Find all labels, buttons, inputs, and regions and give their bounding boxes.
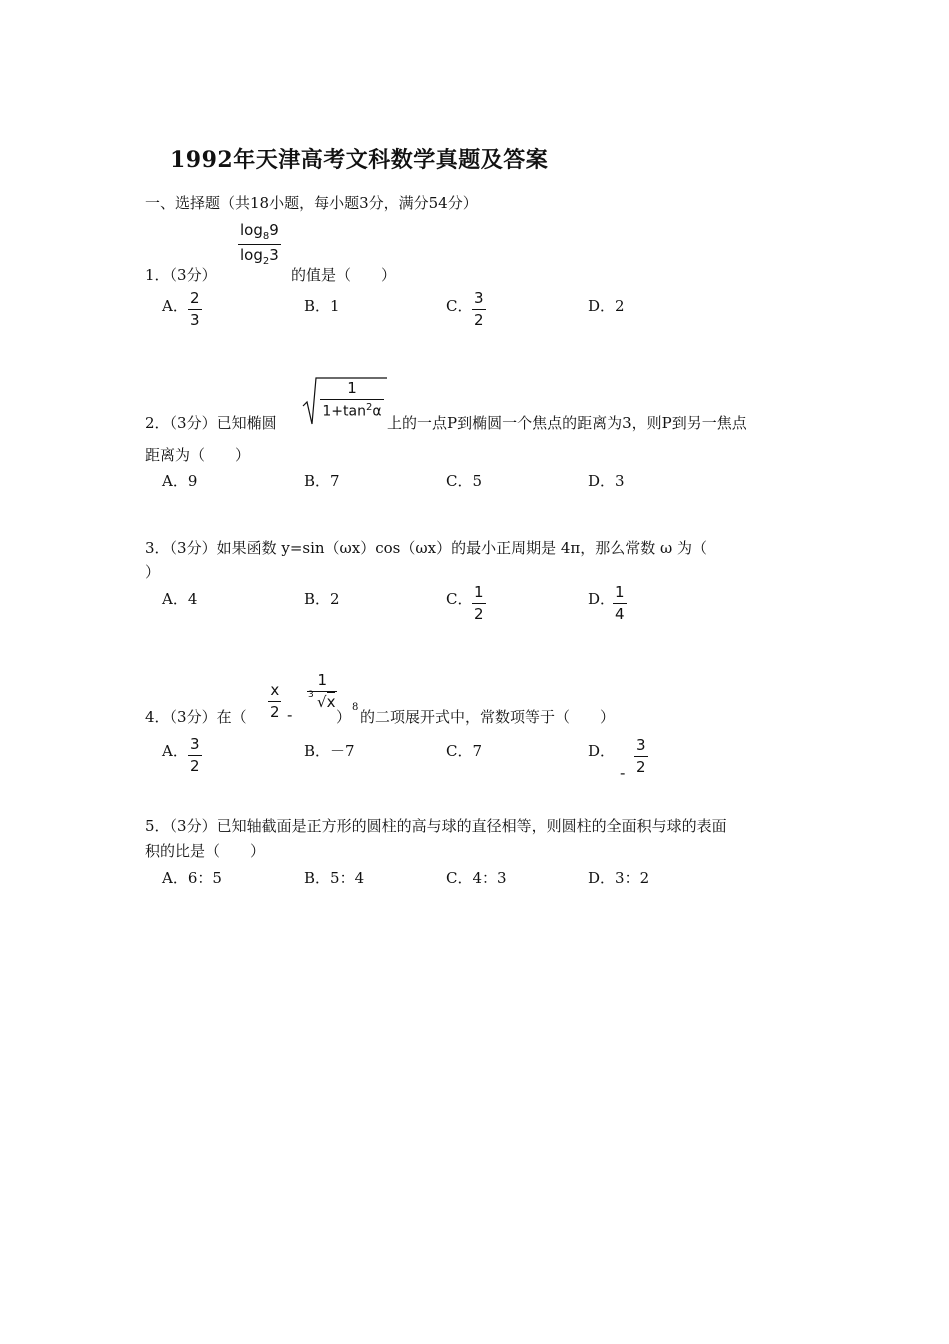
q4-exponent: 8 (352, 702, 359, 713)
q4-minus-sign: - (287, 706, 293, 724)
q4-option-a-label: A． (162, 742, 188, 760)
q2-option-a: A．9 (162, 472, 198, 490)
q1-option-a-fraction: $\frac{2}{3}$ (190, 289, 200, 329)
q3-option-d-label: D． (588, 590, 616, 608)
q4-option-c: C．7 (446, 742, 483, 760)
q4-option-b: B．－7 (304, 742, 355, 760)
q4-one-over-cuberoot: 1 3 √x (308, 671, 336, 711)
q3-stem-line2: ） (145, 563, 161, 581)
q3-option-c-fraction: $\frac{1}{2}$ (474, 583, 484, 623)
q1-option-b: B．1 (304, 297, 340, 315)
q2-stem-suffix: 上的一点P到椭圆一个焦点的距离为3，则P到另一焦点 (387, 414, 747, 432)
q5-option-c: C．4：3 (446, 869, 507, 887)
q5-option-d: D．3：2 (588, 869, 650, 887)
q4-option-d-fraction: $\frac{3}{2}$ (636, 736, 646, 776)
q4-option-d-minus: - (620, 764, 626, 782)
q2-stem-prefix: 2．（3分）已知椭圆 (145, 414, 277, 432)
q5-option-b: B．5：4 (304, 869, 365, 887)
q5-option-a: A．6：5 (162, 869, 222, 887)
q4-stem-suffix: 的二项展开式中，常数项等于（ ） (360, 708, 616, 726)
q5-stem-line2: 积的比是（ ） (145, 842, 266, 860)
q3-option-c-label: C． (446, 590, 473, 608)
q1-option-d: D．2 (588, 297, 625, 315)
cube-root-sign-icon: √ (317, 692, 327, 711)
q2-option-c: C．5 (446, 472, 483, 490)
q3-option-b: B．2 (304, 590, 340, 608)
q4-close-paren: ） (336, 708, 352, 726)
q3-option-a: A．4 (162, 590, 198, 608)
q5-stem-line1: 5．（3分）已知轴截面是正方形的圆柱的高与球的直径相等，则圆柱的全面积与球的表面 (145, 817, 727, 835)
q3-stem-line1: 3．（3分）如果函数 y=sin（ωx）cos（ωx）的最小正周期是 4π，那么常数 ω 为（ (145, 539, 708, 557)
q1-option-c-fraction: $\frac{3}{2}$ (474, 289, 484, 329)
section-heading: 一、选择题（共18小题，每小题3分，满分54分） (145, 194, 478, 212)
q1-option-c-label: C． (446, 297, 473, 315)
q3-option-d-fraction: $\frac{1}{4}$ (615, 583, 625, 623)
q4-option-a-fraction: $\frac{3}{2}$ (190, 735, 200, 775)
q4-stem-prefix: 4．（3分）在（ (145, 708, 247, 726)
q1-number: 1．（3分） (145, 266, 217, 284)
q1-fraction: $\frac{\log_89}{\log_23}$ (240, 221, 279, 267)
q2-stem-line2: 距离为（ ） (145, 446, 251, 464)
q2-option-d: D．3 (588, 472, 625, 490)
q4-x-over-2: $\frac{x}{2}$ (270, 681, 280, 721)
q4-option-d-label: D． (588, 742, 616, 760)
q1-option-a-label: A． (162, 297, 188, 315)
page-title: 1992年天津高考文科数学真题及答案 (170, 147, 549, 173)
q2-option-b: B．7 (304, 472, 340, 490)
q1-stem-suffix: 的值是（ ） (291, 266, 397, 284)
